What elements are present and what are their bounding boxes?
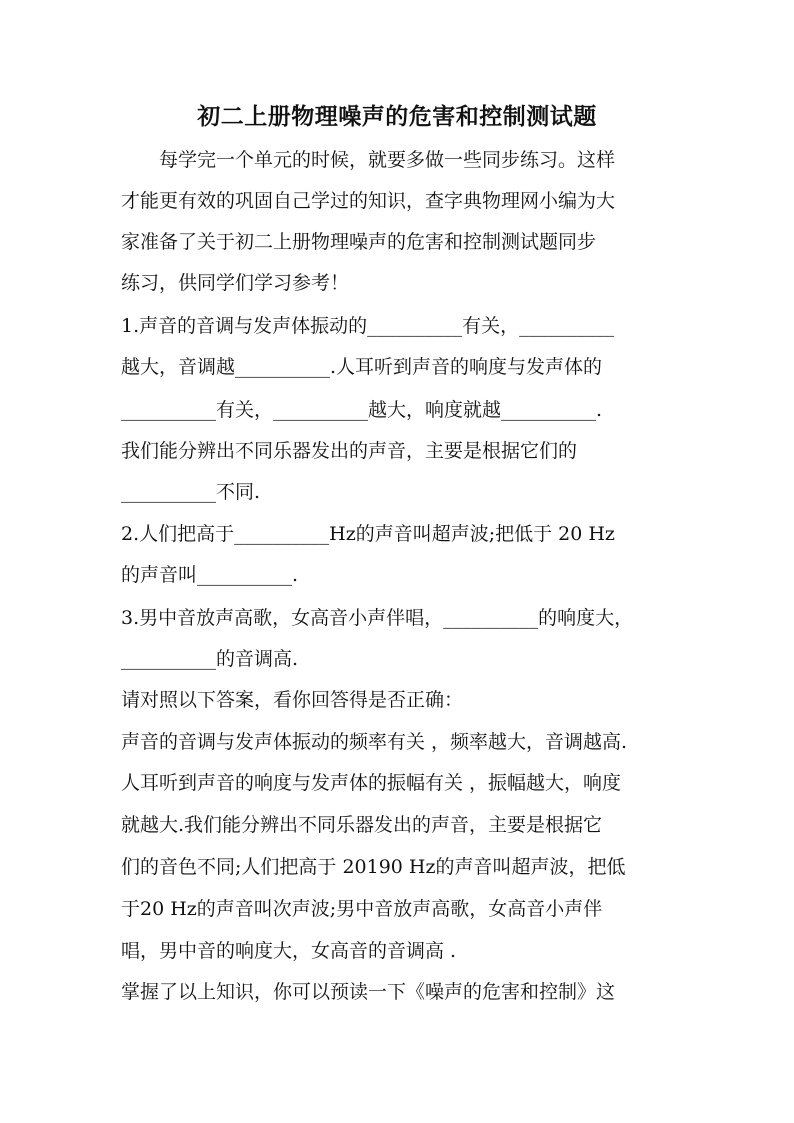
paragraph-line: 练习，供同学们学习参考！ [121, 272, 350, 294]
answer-line: 就越大.我们能分辨出不同乐器发出的声音，主要是根据它 [121, 814, 603, 836]
paragraph-line: 家准备了关于初二上册物理噪声的危害和控制测试题同步 [121, 231, 597, 253]
question-1-line: __________有关，__________越大，响度就越__________. [121, 399, 603, 421]
question-1-line: __________不同. [121, 481, 261, 503]
answer-line: 人耳听到声音的响度与发声体的振幅有关 ，振幅越大，响度 [121, 772, 622, 794]
answer-intro-line: 请对照以下答案，看你回答得是否正确： [121, 689, 464, 711]
paragraph-line: 每学完一个单元的时候，就要多做一些同步练习。这样 [159, 149, 616, 171]
closing-line: 掌握了以上知识，你可以预读一下《噪声的危害和控制》这 [121, 981, 616, 1003]
answer-line: 于20 Hz的声音叫次声波;男中音放声高歌，女高音小声伴 [121, 898, 603, 920]
question-1-line: 1.声音的音调与发声体振动的__________有关，__________ [121, 315, 615, 337]
question-1-line: 越大，音调越__________.人耳听到声音的响度与发声体的 [121, 356, 603, 378]
question-3-line: __________的音调高. [121, 648, 299, 670]
question-2-line: 的声音叫__________. [121, 564, 299, 586]
answer-line: 们的音色不同;人们把高于 20190 Hz的声音叫超声波，把低 [121, 856, 626, 878]
question-1-line: 我们能分辨出不同乐器发出的声音，主要是根据它们的 [121, 440, 578, 462]
question-3-line: 3.男中音放声高歌，女高音小声伴唱，__________的响度大， [121, 607, 634, 629]
answer-line: 唱，男中音的响度大，女高音的音调高 . [121, 940, 457, 962]
paragraph-line: 才能更有效的巩固自己学过的知识，查字典物理网小编为大 [121, 190, 616, 212]
document-title: 初二上册物理噪声的危害和控制测试题 [197, 103, 597, 130]
answer-line: 声音的音调与发声体振动的频率有关 ，频率越大，音调越高. [121, 731, 628, 753]
question-2-line: 2.人们把高于__________Hz的声音叫超声波;把低于 20 Hz [121, 523, 615, 545]
